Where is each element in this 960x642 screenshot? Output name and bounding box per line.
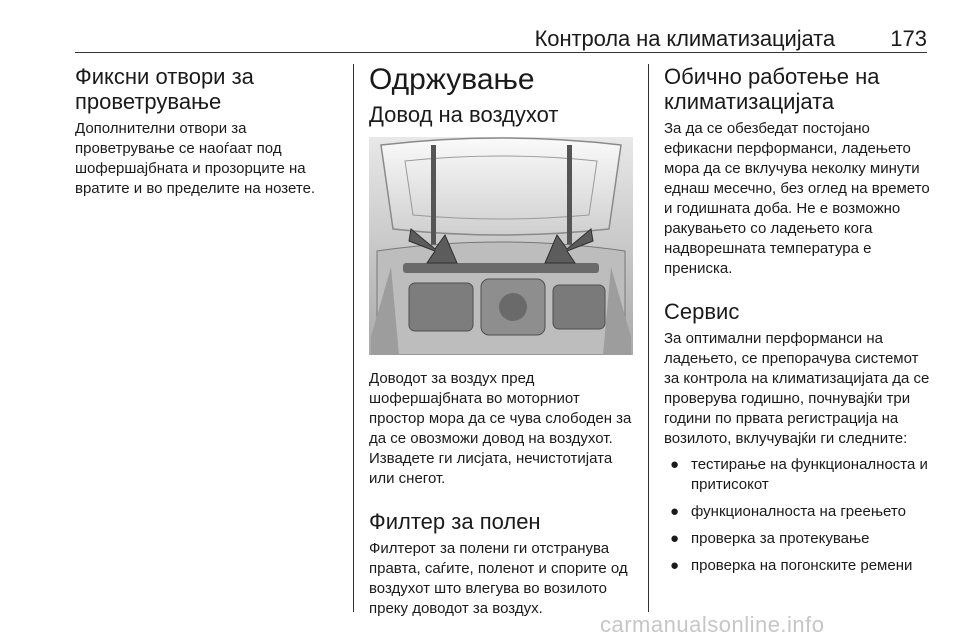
pollen-filter-text: Филтерот за полени ги отстранува правта, саѓите, поленот и спорите од воздухот што влегува во возилото преку доводот за воздух.	[369, 540, 628, 617]
column-right	[664, 64, 932, 583]
bullet-icon: ●	[670, 557, 680, 574]
engine-bay-illustration	[369, 137, 633, 355]
list-item-text: тестирање на функционалноста и притисокот	[691, 456, 928, 493]
air-intake-text: Доводот за воздух пред шофершајбната во моторниот простор мора да се чува слободен за да се овозможи довод на воздухот. Извадете ги лисјата, нечистотијата или снегот.	[369, 370, 632, 487]
list-item	[664, 502, 932, 522]
header-title: Контрола на климатизацијата	[534, 26, 835, 51]
service-checklist	[664, 455, 932, 576]
page-header	[75, 26, 927, 52]
ac-operation-heading: Обично работење на климатизацијата	[664, 64, 880, 114]
column-left	[75, 64, 343, 199]
column-divider-2	[648, 64, 649, 612]
bullet-icon: ●	[670, 456, 680, 473]
list-item-text: проверка за протекување	[691, 530, 870, 547]
bullet-icon: ●	[670, 503, 680, 520]
pollen-filter-heading: Филтер за полен	[369, 509, 541, 534]
fixed-vents-heading: Фиксни отвори за проветрување	[75, 64, 254, 114]
page-number: 173	[890, 26, 927, 51]
service-heading: Сервис	[664, 299, 740, 324]
column-middle	[369, 64, 633, 619]
list-item	[664, 556, 932, 576]
air-intake-heading: Довод на воздухот	[369, 102, 559, 127]
header-divider	[75, 52, 927, 53]
list-item	[664, 529, 932, 549]
maintenance-title: Одржување	[369, 63, 535, 96]
list-item	[664, 455, 932, 495]
watermark: carmanualsonline.info	[600, 612, 825, 637]
ac-operation-text: За да се обезбедат постојано ефикасни перформанси, ладењето мора да се вклучува неколку минути еднаш месечно, без оглед на времето и годишната доба. Не е возможно ракувањето со ладењето кога надворешната температура е прениска.	[664, 120, 930, 277]
list-item-text: проверка на погонските ремени	[691, 557, 913, 574]
list-item-text: функционалноста на греењето	[691, 503, 906, 520]
column-divider-1	[353, 64, 354, 612]
service-text: За оптимални перформанси на ладењето, се препорачува системот за контрола на климатизацијата да се проверува годишно, почнувајќи три години по првата регистрација на возилото, вклучувајќи ги следните:	[664, 330, 930, 447]
fixed-vents-text: Дополнителни отвори за проветрување се наоѓаат под шофершајбната и прозорците на вратите и во пределите на нозете.	[75, 120, 316, 197]
bullet-icon: ●	[670, 530, 680, 547]
